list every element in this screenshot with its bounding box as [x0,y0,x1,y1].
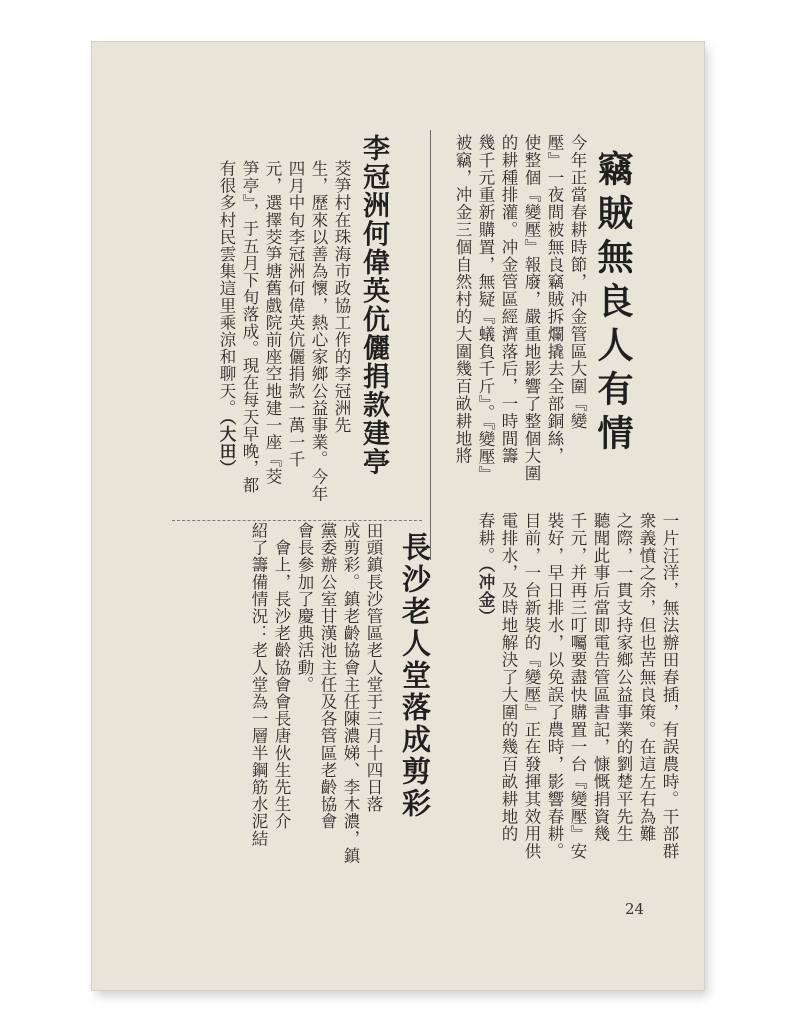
article1-col-4: 的耕種排灌。冲金管區經濟落后，一時間籌 [499,134,518,465]
column-divider [430,130,431,560]
article2-col-1: 茭笋村在珠海市政協工作的李冠洲先 [332,160,351,434]
article2-col-6-text: 有很多村民雲集這里乘涼和聊天。 [217,160,236,417]
article2-col-6 [215,160,237,477]
article3-col-6: 紹了籌備情況：老人堂為一層半鋼筋水泥結 [249,522,268,847]
article1-col-5: 幾千元重新購置，無疑『蟻負千斤』。『變壓』 [476,134,495,483]
article1-col-13: 目前，一台新裝的『變壓』正在發揮其效用供 [522,512,541,860]
page-number: 24 [625,900,645,918]
article1-col-12: 裝好，早日排水，以免誤了農時，影響春耕。 [545,512,564,860]
article2-col-5: 笋亭』，于五月下旬落成。現在每天早晚，都 [240,160,259,494]
article1-col-15 [474,512,496,626]
article-title-pavilion: 李冠洲何偉英伉儷捐款建亭 [358,134,389,476]
article1-col-10: 聽聞此事后當即電告管區書記，慷慨捐資幾 [591,512,610,843]
document-page [92,42,704,990]
article1-col-11: 千元，并再三叮囑要盡快購置一台『變壓』安 [568,512,587,860]
article-title-theft: 竊賊無良人有情 [592,150,633,458]
article3-col-3: 黨委辦公室甘漢池主任及各管區老齡協會 [318,522,337,830]
article2-col-4: 元，選擇茭笋塘舊戲院前座空地建一座『茭 [263,160,282,485]
article1-col-8: 衆義憤之余，但也苦無良策。在這左右為難 [637,512,656,843]
section-divider [172,520,422,521]
article1-col-2: 壓』一夜間被無良竊賊拆爛撬去全部銅絲， [545,134,564,465]
article1-col-14: 電排水，及時地解決了大圍的幾百畝耕地的 [499,512,518,843]
article2-col-3: 四月中旬李冠洲何偉英伉儷捐款一萬一千 [286,160,305,468]
article3-col-1: 田頭鎮長沙管區老人堂于三月十四日落 [364,522,383,813]
article3-col-4: 會長參加了慶典活動。 [295,522,314,693]
article1-col-1: 今年正當春耕時節，冲金管區大圍『變 [568,134,587,430]
article1-col-7: 一片汪洋，無法辦田春插，有誤農時。干部群 [660,512,679,860]
article1-col-3: 使整個『變壓』報廢，嚴重地影響了整個大圍 [522,134,541,482]
article2-signature: （大田） [217,416,236,477]
article1-col-9: 之際，一貫支持家鄉公益事業的劉楚平先生 [614,512,633,843]
article3-col-5: 會上，長沙老齡協會會長唐伙生先生介 [272,522,291,830]
article1-col-15-text: 春耕。 [476,512,495,565]
article2-col-2: 生，歷來以善為懷，熱心家鄉公益事業。今年 [309,160,328,502]
article1-signature: （冲金） [476,564,495,626]
article1-col-6: 被竊，冲金三個自然村的大圍幾百畝耕地將 [453,134,472,465]
article3-col-2: 成剪彩。鎮老齡協會主任陳濃娣、李木濃，鎮 [341,522,360,864]
article-title-elderly-hall: 長沙老人堂落成剪彩 [398,532,432,820]
